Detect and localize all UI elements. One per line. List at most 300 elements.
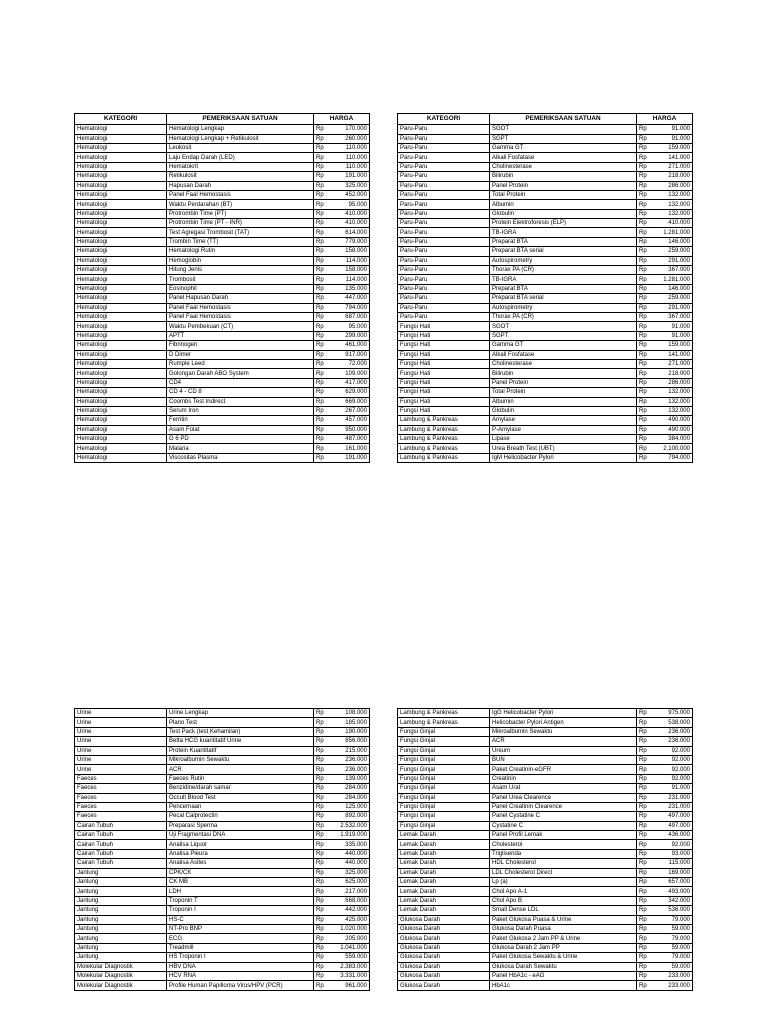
cell-harga: 218.000	[659, 369, 693, 378]
cell-harga: 95.000	[336, 322, 370, 331]
table-row	[75, 406, 370, 415]
cell-harga: 779.000	[336, 237, 370, 246]
cell-kategori: Paru-Paru	[398, 303, 490, 312]
cell-harga: 72.000	[336, 359, 370, 368]
cell-currency: Rp	[637, 313, 659, 322]
cell-harga: 299.000	[336, 331, 370, 340]
cell-pemeriksaan: Test Agregasi Trombosit (TAT)	[167, 228, 314, 237]
table-row	[398, 878, 693, 887]
table-row	[75, 200, 370, 209]
cell-kategori: Fungsi Ginjal	[398, 793, 490, 802]
cell-currency: Rp	[637, 859, 659, 868]
table-row	[398, 971, 693, 980]
cell-pemeriksaan: HS Troponin I	[167, 953, 314, 962]
table-row	[398, 746, 693, 755]
table-row	[398, 737, 693, 746]
table-header	[398, 114, 693, 125]
cell-pemeriksaan: Troponin T	[167, 896, 314, 905]
cell-harga: 1.919.000	[336, 831, 370, 840]
cell-kategori: Fungsi Hati	[398, 369, 490, 378]
cell-kategori: Jantung	[75, 868, 167, 877]
cell-kategori: Paru-Paru	[398, 134, 490, 143]
cell-kategori: Lemak Darah	[398, 878, 490, 887]
table-row	[398, 275, 693, 284]
table-row	[75, 840, 370, 849]
cell-harga: 335.000	[336, 840, 370, 849]
cell-harga: 367.000	[659, 313, 693, 322]
cell-pemeriksaan: SGPT	[490, 134, 637, 143]
cell-currency: Rp	[637, 971, 659, 980]
table-row	[75, 765, 370, 774]
table-row	[75, 784, 370, 793]
cell-currency: Rp	[314, 896, 336, 905]
cell-kategori: Cairan Tubuh	[75, 821, 167, 830]
cell-pemeriksaan: Panel Protein	[490, 181, 637, 190]
price-table-hematologi	[74, 113, 370, 463]
cell-pemeriksaan: Panel Cystatine C	[490, 812, 637, 821]
cell-kategori: Paru-Paru	[398, 313, 490, 322]
table-body	[398, 709, 693, 991]
cell-harga: 291.000	[659, 256, 693, 265]
cell-harga: 410.000	[336, 219, 370, 228]
table-row	[398, 256, 693, 265]
cell-harga: 132.000	[659, 209, 693, 218]
table-row	[398, 868, 693, 877]
table-row	[398, 924, 693, 933]
table-row	[75, 425, 370, 434]
cell-pemeriksaan: Laju Endap Darah (LED)	[167, 153, 314, 162]
cell-pemeriksaan: CPK/CK	[167, 868, 314, 877]
table-row	[75, 416, 370, 425]
cell-kategori: Hematologi	[75, 406, 167, 415]
table-row	[75, 453, 370, 462]
cell-currency: Rp	[637, 868, 659, 877]
cell-kategori: Fungsi Ginjal	[398, 737, 490, 746]
cell-kategori: Fungsi Hati	[398, 359, 490, 368]
cell-currency: Rp	[637, 849, 659, 858]
cell-pemeriksaan: Cystatine C	[490, 821, 637, 830]
cell-harga: 59.000	[659, 924, 693, 933]
table-row	[398, 953, 693, 962]
cell-pemeriksaan: Treadmill	[167, 943, 314, 952]
table-row	[75, 313, 370, 322]
cell-harga: 2.532.000	[336, 821, 370, 830]
cell-kategori: Hematologi	[75, 143, 167, 152]
cell-pemeriksaan: Paket Creatinin-eGFR	[490, 765, 637, 774]
table-row	[398, 435, 693, 444]
table-row	[75, 369, 370, 378]
cell-pemeriksaan: CD4	[167, 378, 314, 387]
cell-kategori: Fungsi Hati	[398, 331, 490, 340]
cell-kategori: Glukosa Darah	[398, 943, 490, 952]
cell-pemeriksaan: Panel Profil Lemak	[490, 831, 637, 840]
cell-harga: 236.000	[659, 727, 693, 736]
cell-harga: 447.000	[336, 294, 370, 303]
cell-harga: 536.000	[659, 906, 693, 915]
cell-kategori: Glukosa Darah	[398, 924, 490, 933]
cell-currency: Rp	[314, 962, 336, 971]
cell-currency: Rp	[314, 125, 336, 134]
cell-currency: Rp	[314, 200, 336, 209]
cell-currency: Rp	[314, 784, 336, 793]
cell-pemeriksaan: G 6 PD	[167, 435, 314, 444]
cell-pemeriksaan: Protein Kuantitatif	[167, 746, 314, 755]
table-row	[398, 294, 693, 303]
cell-pemeriksaan: Albumin	[490, 397, 637, 406]
table-row	[398, 906, 693, 915]
cell-pemeriksaan: Paket Glukosa Sewaktu & Urine	[490, 953, 637, 962]
cell-kategori: Paru-Paru	[398, 256, 490, 265]
cell-harga: 2.383.000	[336, 962, 370, 971]
cell-pemeriksaan: Waktu Perdarahan (BT)	[167, 200, 314, 209]
cell-kategori: Cairan Tubuh	[75, 840, 167, 849]
cell-currency: Rp	[637, 774, 659, 783]
cell-harga: 215.000	[336, 746, 370, 755]
cell-kategori: Molekular Diagnostik	[75, 962, 167, 971]
table-row	[398, 331, 693, 340]
table-row	[75, 350, 370, 359]
cell-currency: Rp	[637, 303, 659, 312]
cell-kategori: Lambung & Pankreas	[398, 718, 490, 727]
cell-harga: 856.000	[336, 737, 370, 746]
cell-currency: Rp	[314, 812, 336, 821]
cell-pemeriksaan: LDL Cholesterol Direct	[490, 868, 637, 877]
cell-pemeriksaan: Waktu Pembekuan (CT)	[167, 322, 314, 331]
cell-pemeriksaan: Chol Apo A-1	[490, 887, 637, 896]
table-row	[398, 981, 693, 990]
cell-pemeriksaan: Pencernaan	[167, 802, 314, 811]
cell-pemeriksaan: Troponin I	[167, 906, 314, 915]
table-row	[398, 303, 693, 312]
cell-kategori: Fungsi Hati	[398, 388, 490, 397]
cell-harga: 425.000	[336, 915, 370, 924]
cell-kategori: Paru-Paru	[398, 162, 490, 171]
cell-kategori: Molekular Diagnostik	[75, 971, 167, 980]
cell-currency: Rp	[314, 153, 336, 162]
table-row	[75, 793, 370, 802]
table-row	[75, 878, 370, 887]
cell-pemeriksaan: Asam Urat	[490, 784, 637, 793]
cell-harga: 629.000	[336, 388, 370, 397]
cell-pemeriksaan: Analisa Pleura	[167, 849, 314, 858]
cell-harga: 231.000	[659, 802, 693, 811]
cell-currency: Rp	[314, 915, 336, 924]
cell-pemeriksaan: Preparasi Sperma	[167, 821, 314, 830]
cell-currency: Rp	[314, 256, 336, 265]
cell-harga: 190.000	[336, 727, 370, 736]
table-row	[398, 784, 693, 793]
cell-kategori: Hematologi	[75, 331, 167, 340]
table-row	[398, 831, 693, 840]
table-row	[398, 359, 693, 368]
cell-pemeriksaan: Plano Test	[167, 718, 314, 727]
cell-kategori: Hematologi	[75, 200, 167, 209]
cell-currency: Rp	[637, 350, 659, 359]
cell-harga: 92.000	[659, 755, 693, 764]
table-body	[75, 125, 370, 463]
cell-harga: 92.000	[659, 840, 693, 849]
cell-currency: Rp	[314, 303, 336, 312]
cell-kategori: Jantung	[75, 924, 167, 933]
cell-pemeriksaan: BUN	[490, 755, 637, 764]
cell-kategori: Hematologi	[75, 416, 167, 425]
cell-pemeriksaan: Panel Faal Hemostasis	[167, 190, 314, 199]
cell-harga: 687.000	[336, 313, 370, 322]
cell-harga: 132.000	[659, 190, 693, 199]
cell-harga: 170.000	[336, 125, 370, 134]
table-row	[75, 718, 370, 727]
cell-pemeriksaan: Protrombin Time (PT)	[167, 209, 314, 218]
cell-pemeriksaan: Cholesterol	[490, 840, 637, 849]
cell-kategori: Paru-Paru	[398, 172, 490, 181]
table-row	[398, 125, 693, 134]
cell-harga: 961.000	[336, 981, 370, 990]
cell-pemeriksaan: Faeces Rutin	[167, 774, 314, 783]
cell-currency: Rp	[314, 727, 336, 736]
cell-kategori: Jantung	[75, 943, 167, 952]
table-row	[398, 181, 693, 190]
cell-currency: Rp	[314, 350, 336, 359]
cell-harga: 1.281.000	[659, 228, 693, 237]
cell-pemeriksaan: Viscositas Plasma	[167, 453, 314, 462]
cell-harga: 1.020.000	[336, 924, 370, 933]
cell-currency: Rp	[314, 709, 336, 718]
table-row	[398, 162, 693, 171]
cell-kategori: Hematologi	[75, 284, 167, 293]
cell-kategori: Fungsi Ginjal	[398, 821, 490, 830]
cell-kategori: Faeces	[75, 793, 167, 802]
table-row	[398, 812, 693, 821]
cell-pemeriksaan: Albumin	[490, 200, 637, 209]
cell-currency: Rp	[314, 943, 336, 952]
cell-pemeriksaan: Globulin	[490, 209, 637, 218]
cell-kategori: Fungsi Ginjal	[398, 784, 490, 793]
cell-harga: 669.000	[336, 397, 370, 406]
cell-pemeriksaan: Preparat BTA serial	[490, 294, 637, 303]
cell-harga: 325.000	[336, 181, 370, 190]
cell-currency: Rp	[314, 765, 336, 774]
cell-pemeriksaan: Rumple Leed	[167, 359, 314, 368]
cell-pemeriksaan: P-Amylase	[490, 425, 637, 434]
cell-pemeriksaan: Alkali Fosfatase	[490, 350, 637, 359]
table-row	[75, 266, 370, 275]
cell-currency: Rp	[314, 821, 336, 830]
cell-pemeriksaan: HbA1c	[490, 981, 637, 990]
cell-harga: 325.000	[336, 868, 370, 877]
cell-currency: Rp	[637, 219, 659, 228]
cell-currency: Rp	[314, 840, 336, 849]
cell-pemeriksaan: Profile Human Papilloma Virus/HPV (PCR)	[167, 981, 314, 990]
cell-pemeriksaan: Lp (a)	[490, 878, 637, 887]
table-row	[398, 915, 693, 924]
cell-kategori: Cairan Tubuh	[75, 859, 167, 868]
cell-pemeriksaan: Panel Creatinin Clearence	[490, 802, 637, 811]
cell-pemeriksaan: Coombs Test Indirect	[167, 397, 314, 406]
table-row	[75, 134, 370, 143]
cell-kategori: Faeces	[75, 784, 167, 793]
cell-currency: Rp	[637, 200, 659, 209]
cell-currency: Rp	[637, 878, 659, 887]
cell-harga: 657.000	[659, 878, 693, 887]
cell-harga: 367.000	[659, 266, 693, 275]
cell-kategori: Fungsi Hati	[398, 378, 490, 387]
cell-pemeriksaan: Chol Apo B	[490, 896, 637, 905]
table-row	[398, 143, 693, 152]
cell-kategori: Paru-Paru	[398, 200, 490, 209]
cell-currency: Rp	[314, 378, 336, 387]
cell-pemeriksaan: CK MB	[167, 878, 314, 887]
cell-kategori: Hematologi	[75, 228, 167, 237]
table-row	[398, 172, 693, 181]
cell-pemeriksaan: Bilirubin	[490, 369, 637, 378]
cell-currency: Rp	[637, 812, 659, 821]
cell-pemeriksaan: Paket Glukosa Puasa & Urine	[490, 915, 637, 924]
cell-harga: 271.000	[659, 162, 693, 171]
cell-kategori: Hematologi	[75, 134, 167, 143]
table-row	[398, 840, 693, 849]
cell-pemeriksaan: Thorax PA (CR)	[490, 266, 637, 275]
cell-currency: Rp	[637, 237, 659, 246]
table-row	[75, 284, 370, 293]
cell-pemeriksaan: Analisa Liquor	[167, 840, 314, 849]
cell-currency: Rp	[637, 190, 659, 199]
cell-pemeriksaan: Hematologi Lengkap	[167, 125, 314, 134]
cell-kategori: Jantung	[75, 896, 167, 905]
cell-kategori: Fungsi Ginjal	[398, 727, 490, 736]
cell-kategori: Lambung & Pankreas	[398, 435, 490, 444]
price-table-urine-faeces-jantung-molekular	[74, 708, 370, 991]
cell-harga: 158.000	[336, 247, 370, 256]
cell-currency: Rp	[637, 247, 659, 256]
cell-currency: Rp	[637, 840, 659, 849]
cell-harga: 110.000	[336, 143, 370, 152]
table-row	[75, 209, 370, 218]
cell-currency: Rp	[314, 331, 336, 340]
table-row	[398, 200, 693, 209]
cell-harga: 233.000	[659, 971, 693, 980]
table-row	[75, 341, 370, 350]
table-row	[75, 727, 370, 736]
cell-kategori: Hematologi	[75, 172, 167, 181]
cell-harga: 132.000	[659, 388, 693, 397]
cell-pemeriksaan: Helicobacter Pylori Antigen	[490, 718, 637, 727]
table-row	[75, 981, 370, 990]
cell-currency: Rp	[314, 406, 336, 415]
cell-kategori: Fungsi Ginjal	[398, 774, 490, 783]
table-header	[75, 114, 370, 125]
cell-harga: 950.000	[336, 425, 370, 434]
cell-currency: Rp	[637, 397, 659, 406]
cell-pemeriksaan: Trombosit	[167, 275, 314, 284]
cell-pemeriksaan: Hitung Jenis	[167, 266, 314, 275]
cell-currency: Rp	[314, 435, 336, 444]
cell-harga: 461.000	[336, 341, 370, 350]
cell-harga: 59.000	[659, 943, 693, 952]
cell-harga: 135.000	[336, 284, 370, 293]
cell-harga: 559.000	[336, 953, 370, 962]
cell-pemeriksaan: Hematologi Lengkap + Retikulosit	[167, 134, 314, 143]
cell-pemeriksaan: Thorax PA (CR)	[490, 313, 637, 322]
cell-currency: Rp	[314, 219, 336, 228]
cell-harga: 79.000	[659, 915, 693, 924]
cell-kategori: Glukosa Darah	[398, 915, 490, 924]
table-row	[398, 793, 693, 802]
table-row	[398, 774, 693, 783]
cell-pemeriksaan: ACR	[167, 765, 314, 774]
table-row	[398, 406, 693, 415]
cell-pemeriksaan: Paket Glukosa 2 Jam PP & Urine	[490, 934, 637, 943]
cell-currency: Rp	[314, 802, 336, 811]
table-row	[75, 444, 370, 453]
cell-currency: Rp	[637, 266, 659, 275]
cell-kategori: Hematologi	[75, 444, 167, 453]
cell-pemeriksaan: Total Protein	[490, 388, 637, 397]
cell-harga: 110.000	[336, 162, 370, 171]
cell-kategori: Hematologi	[75, 256, 167, 265]
cell-currency: Rp	[637, 172, 659, 181]
cell-currency: Rp	[314, 162, 336, 171]
cell-pemeriksaan: Asam Folat	[167, 425, 314, 434]
cell-harga: 95.000	[336, 200, 370, 209]
cell-pemeriksaan: Creatinin	[490, 774, 637, 783]
cell-harga: 794.000	[659, 453, 693, 462]
cell-pemeriksaan: Benzidine/darah samar	[167, 784, 314, 793]
cell-harga: 205.000	[336, 934, 370, 943]
cell-harga: 231.000	[659, 793, 693, 802]
cell-pemeriksaan: CD 4 - CD 8	[167, 388, 314, 397]
cell-pemeriksaan: SGPT	[490, 331, 637, 340]
cell-harga: 286.000	[659, 378, 693, 387]
header-row	[75, 114, 370, 125]
cell-currency: Rp	[637, 369, 659, 378]
cell-kategori: Hematologi	[75, 237, 167, 246]
cell-currency: Rp	[637, 134, 659, 143]
cell-kategori: Fungsi Hati	[398, 322, 490, 331]
cell-harga: 975.000	[659, 709, 693, 718]
cell-currency: Rp	[637, 294, 659, 303]
cell-harga: 3.331.000	[336, 971, 370, 980]
table-row	[398, 313, 693, 322]
cell-kategori: Urine	[75, 709, 167, 718]
cell-kategori: Glukosa Darah	[398, 981, 490, 990]
cell-currency: Rp	[637, 709, 659, 718]
cell-kategori: Glukosa Darah	[398, 934, 490, 943]
cell-harga: 91.000	[659, 134, 693, 143]
cell-harga: 108.000	[336, 709, 370, 718]
cell-harga: 114.000	[336, 275, 370, 284]
cell-harga: 132.000	[659, 406, 693, 415]
cell-kategori: Fungsi Hati	[398, 397, 490, 406]
cell-harga: 917.000	[336, 350, 370, 359]
table-row	[75, 237, 370, 246]
cell-currency: Rp	[314, 369, 336, 378]
cell-harga: 1.281.000	[659, 275, 693, 284]
cell-currency: Rp	[314, 887, 336, 896]
table-row	[75, 181, 370, 190]
cell-harga: 191.000	[336, 172, 370, 181]
cell-kategori: Hematologi	[75, 322, 167, 331]
cell-pemeriksaan: Mikroalbumin Sewaktu	[167, 755, 314, 764]
cell-pemeriksaan: Glukosa Darah Puasa	[490, 924, 637, 933]
cell-harga: 141.000	[659, 153, 693, 162]
cell-currency: Rp	[637, 388, 659, 397]
cell-pemeriksaan: Cholinesterase	[490, 359, 637, 368]
cell-pemeriksaan: SGOT	[490, 322, 637, 331]
cell-harga: 91.000	[659, 125, 693, 134]
cell-pemeriksaan: APTT	[167, 331, 314, 340]
cell-pemeriksaan: Cholinesterase	[490, 162, 637, 171]
cell-harga: 191.000	[336, 453, 370, 462]
